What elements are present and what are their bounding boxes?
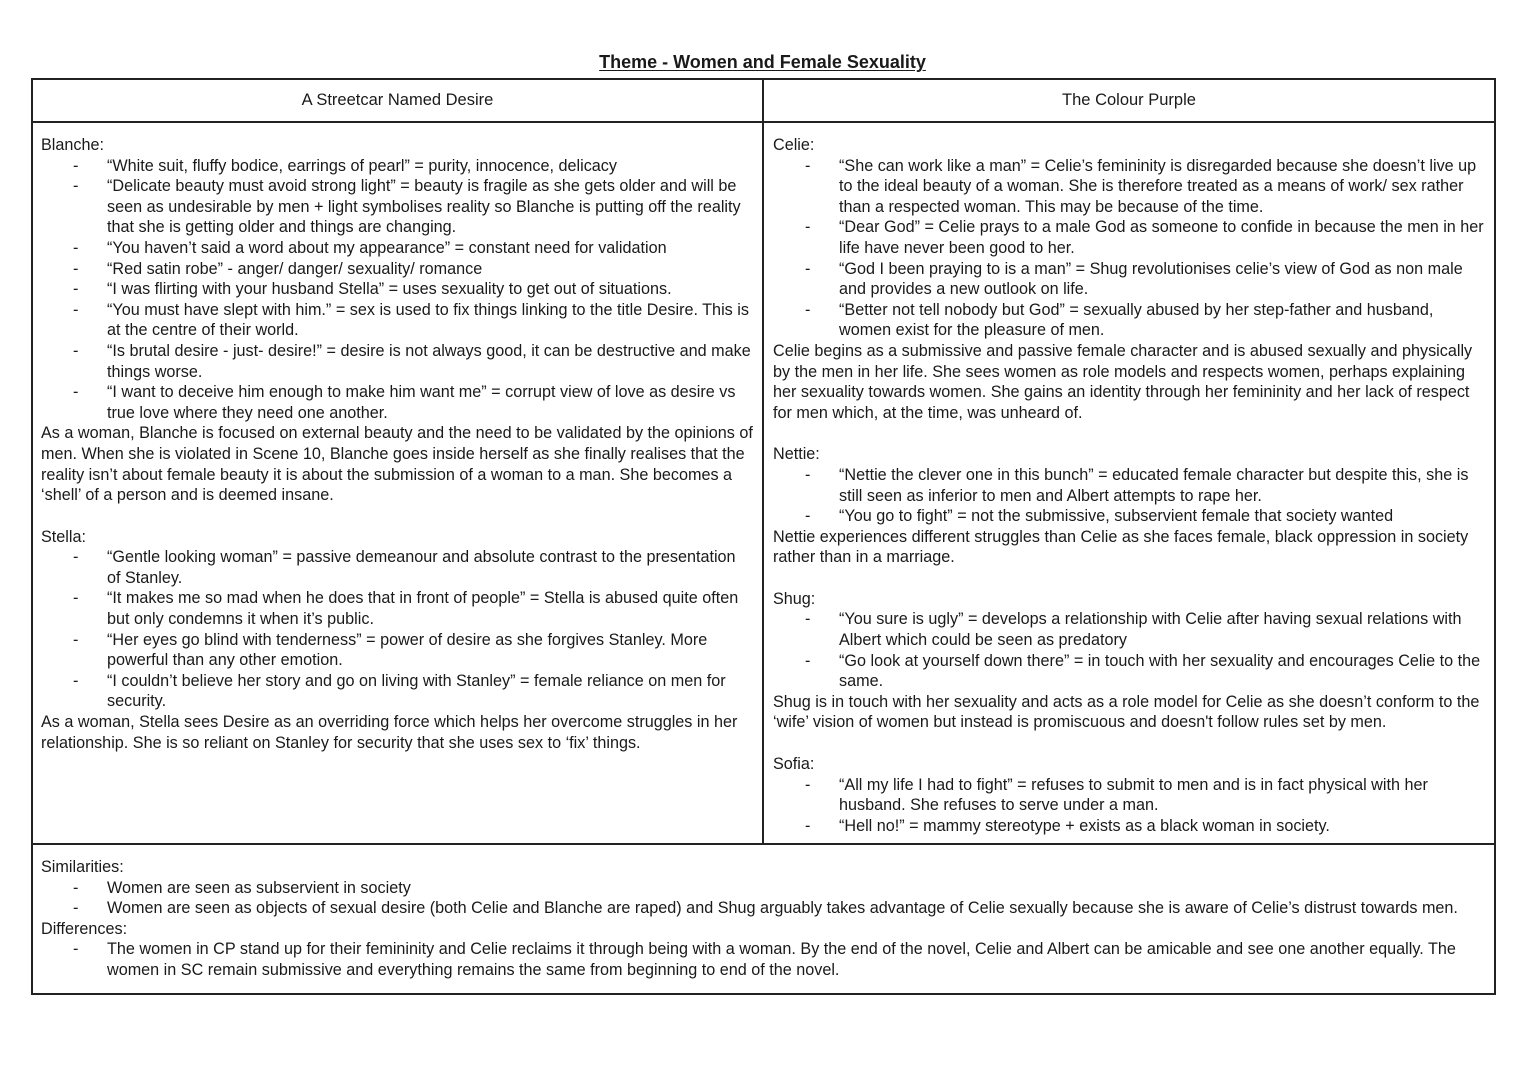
list-item: - “You haven’t said a word about my appearance” = constant need for validation [41, 238, 753, 259]
character-name: Stella: [41, 527, 86, 546]
list-item: - “Nettie the clever one in this bunch” = educated female character but despite this, she is still seen as inferior to men and Albert attempts to rape her. [773, 465, 1484, 506]
header-row [32, 79, 1495, 122]
bullet-list [773, 609, 1484, 691]
similarities-list [41, 878, 1485, 919]
list-item: - “She can work like a man” = Celie’s femininity is disregarded because she doesn’t live up to the ideal beauty of a woman. She is therefore treated as a means of work/ sex rather than a respected woman. This may be because of the time. [773, 156, 1484, 218]
list-item: - “Delicate beauty must avoid strong light” = beauty is fragile as she gets older and will be seen as undesirable by men + light symbolises reality so Blanche is putting off the reality that she is getting older and things are changing. [41, 176, 753, 238]
character-name: Sofia: [773, 755, 815, 774]
list-item: - “I was flirting with your husband Stella” = uses sexuality to get out of situations. [41, 279, 753, 300]
list-item: - “I want to deceive him enough to make him want me” = corrupt view of love as desire vs true love where they need one another. [41, 382, 753, 423]
summary-paragraph: As a woman, Stella sees Desire as an overriding force which helps her overcome struggles in her relationship. She is so reliant on Stanley for security that she uses sex to ‘fix’ things. [41, 713, 738, 752]
list-item: - “Dear God” = Celie prays to a male God as someone to confide in because the men in her life have never been good to her. [773, 217, 1484, 258]
summary-paragraph: As a woman, Blanche is focused on external beauty and the need to be validated by the opinions of men. When she is violated in Scene 10, Blanche goes inside herself as she finally realises that the reality isn’t about female beauty it is about the submission of a woman to a man. She becomes a ‘shell’ of a person and is deemed insane. [41, 424, 753, 505]
list-item: - “Go look at yourself down there” = in touch with her sexuality and encourages Celie to the same. [773, 651, 1484, 692]
character-name: Blanche: [41, 136, 104, 154]
list-item: - “White suit, fluffy bodice, earrings of pearl” = purity, innocence, delicacy [41, 156, 753, 177]
comparison-row [32, 844, 1495, 994]
summary-paragraph: Celie begins as a submissive and passive female character and is abused sexually and physically by the men in her life. She sees women as role models and respects women, perhaps explaining her sexuality towards women. She gains an identity through her femininity and her lack of respect for men which, at the time, was unheard of. [773, 341, 1473, 422]
character-name: Nettie: [773, 445, 820, 464]
summary-paragraph: Shug is in touch with her sexuality and acts as a role model for Celie as she doesn’t conform to the ‘wife’ vision of women but instead is promiscuous and doesn't follow rules set by men. [773, 692, 1480, 732]
similarities-label: Similarities: [41, 858, 124, 876]
bullet-list [41, 156, 753, 424]
list-item: - “Her eyes go blind with tenderness” = power of desire as she forgives Stanley. More powerful than any other emotion. [41, 630, 753, 671]
streetcar-cell [32, 122, 763, 844]
sofia-section [773, 754, 1484, 836]
stella-section [41, 527, 753, 754]
bullet-list [773, 465, 1484, 527]
list-item: - “You sure is ugly” = develops a relationship with Celie after having sexual relations with Albert which could be seen as predatory [773, 609, 1484, 650]
blanche-section [41, 135, 753, 506]
comparison-table [31, 78, 1496, 995]
bullet-list [41, 547, 753, 712]
list-item: - “You must have slept with him.” = sex is used to fix things linking to the title Desire. This is at the centre of their world. [41, 300, 753, 341]
differences-list [41, 939, 1485, 980]
list-item: - “God I been praying to is a man” = Shug revolutionises celie’s view of God as non male and provides a new outlook on life. [773, 259, 1484, 300]
character-name: Shug: [773, 589, 816, 608]
list-item: - “Hell no!” = mammy stereotype + exists as a black woman in society. [773, 816, 1484, 837]
summary-paragraph: Nettie experiences different struggles than Celie as she faces female, black oppression in society rather than in a marriage. [773, 527, 1469, 567]
bullet-list [773, 775, 1484, 837]
list-item: - “I couldn’t believe her story and go on living with Stanley” = female reliance on men for security. [41, 671, 753, 712]
list-item: - “It makes me so mad when he does that in front of people” = Stella is abused quite often but only condemns it when it’s public. [41, 588, 753, 629]
list-item: - “Gentle looking woman” = passive demeanour and absolute contrast to the presentation of Stanley. [41, 547, 753, 588]
list-item: - “Red satin robe” - anger/ danger/ sexuality/ romance [41, 259, 753, 280]
list-item: - “You go to fight” = not the submissive, subservient female that society wanted [773, 506, 1484, 527]
list-item: - Women are seen as objects of sexual desire (both Celie and Blanche are raped) and Shug arguably takes advantage of Celie sexually because she is aware of Celie’s distrust towards men. [41, 898, 1485, 919]
differences-label: Differences: [41, 919, 128, 938]
colour-purple-cell [763, 122, 1495, 844]
similarities-differences-cell [32, 844, 1495, 994]
character-name: Celie: [773, 136, 815, 154]
content-row [32, 122, 1495, 844]
nettie-section [773, 444, 1484, 568]
bullet-list [773, 156, 1484, 341]
shug-section [773, 589, 1484, 733]
list-item: - “All my life I had to fight” = refuses to submit to men and is in fact physical with her husband. She refuses to serve under a man. [773, 775, 1484, 816]
list-item: - Women are seen as subservient in society [41, 878, 1485, 899]
list-item: - “Is brutal desire - just- desire!” = desire is not always good, it can be destructive and make things worse. [41, 341, 753, 382]
list-item: - “Better not tell nobody but God” = sexually abused by her step-father and husband, women exist for the pleasure of men. [773, 300, 1484, 341]
list-item: - The women in CP stand up for their femininity and Celie reclaims it through being with a woman. By the end of the novel, Celie and Albert can be amicable and see one another equally. The women in SC remain submissive and everything remains the same from beginning to end of the novel. [41, 939, 1485, 980]
page-title: Theme - Women and Female Sexuality [599, 52, 926, 72]
right-column-header: The Colour Purple [763, 79, 1495, 122]
left-column-header: A Streetcar Named Desire [32, 79, 763, 122]
celie-section [773, 135, 1484, 423]
